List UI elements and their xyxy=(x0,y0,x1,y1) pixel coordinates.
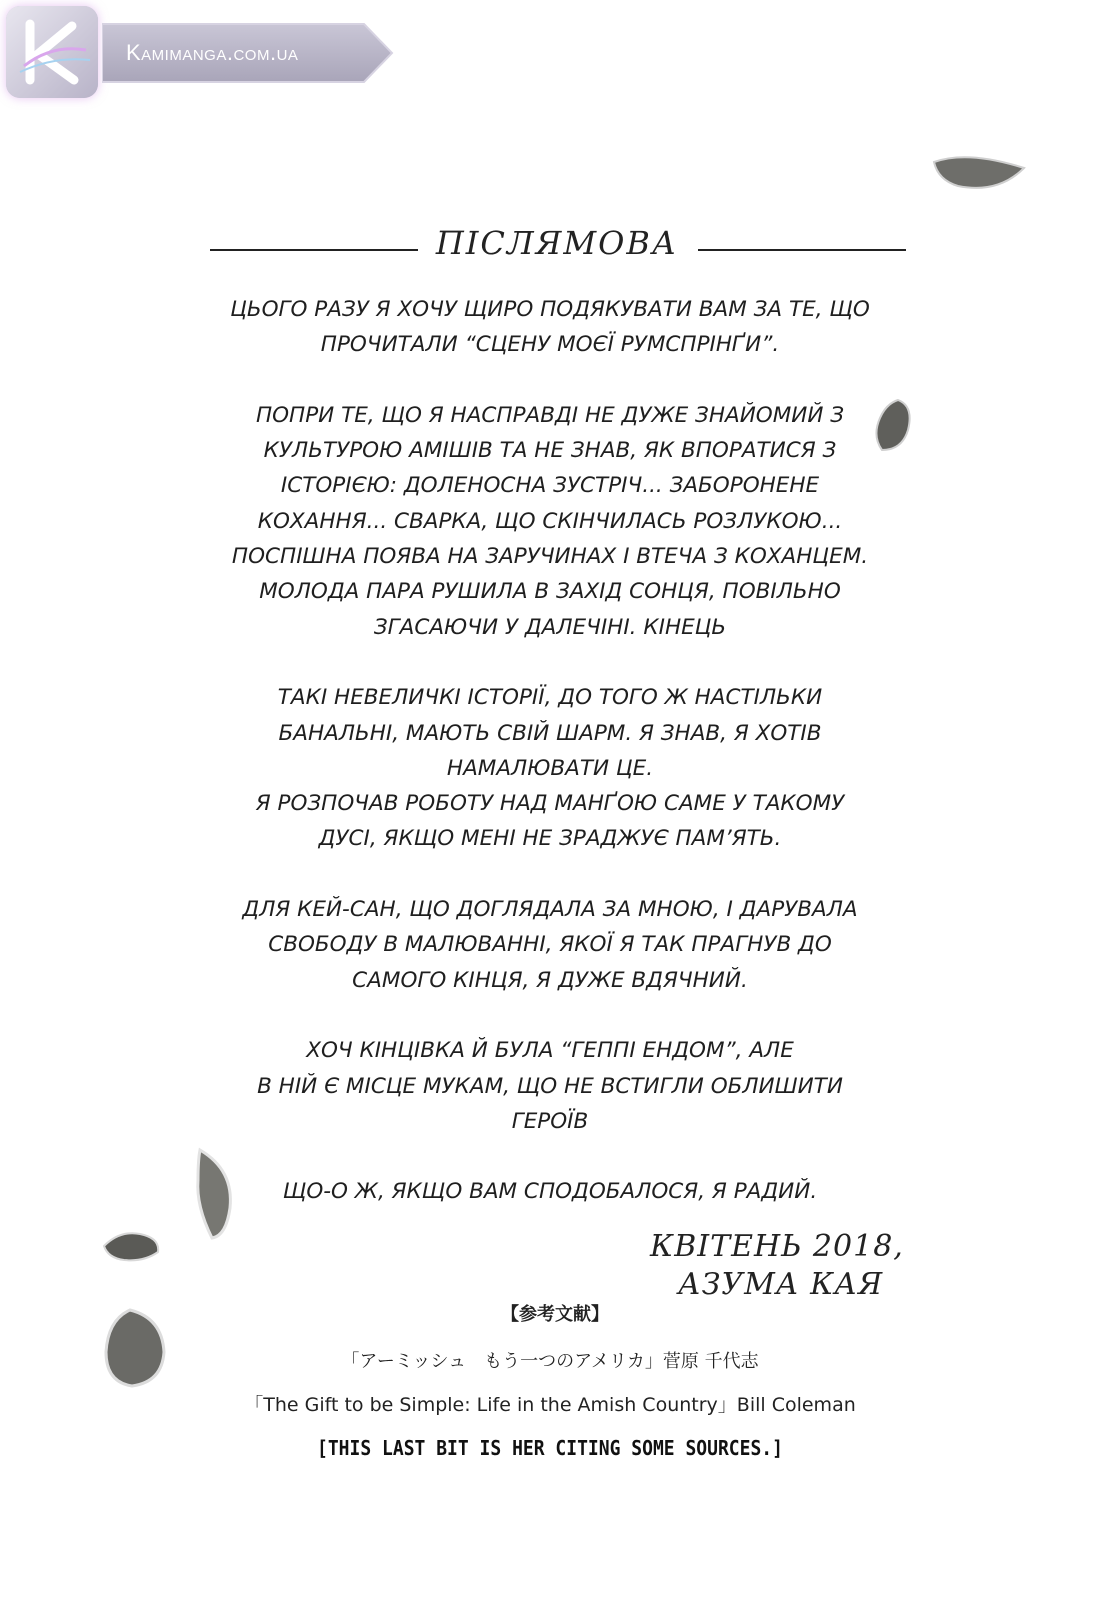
site-url[interactable]: Kamimanga.com.ua xyxy=(126,40,299,65)
text-line: ЦЬОГО РАЗУ Я ХОЧУ ЩИРО ПОДЯКУВАТИ ВАМ ЗА ТЕ, ЩО xyxy=(230,297,870,322)
text-line: ІСТОРІЄЮ: ДОЛЕНОСНА ЗУСТРІЧ... ЗАБОРОНЕНЕ xyxy=(280,473,820,499)
paragraph-gratitude xyxy=(195,892,905,998)
text-line: ТАКІ НЕВЕЛИЧКІ ІСТОРІЇ, ДО ТОГО Ж НАСТІЛЬКИ xyxy=(277,685,823,711)
reference-item: 「アーミッシュ もう一つのアメリカ」菅原 千代志 xyxy=(341,1351,759,1372)
page-title: ПІСЛЯМОВА xyxy=(435,224,679,262)
watermark-badge xyxy=(6,6,396,98)
text-line: МОЛОДА ПАРА РУШИЛА В ЗАХІД СОНЦЯ, ПОВІЛЬНО xyxy=(259,579,841,605)
reference-item: 「The Gift to be Simple: Life in the Amish Country」Bill Coleman xyxy=(244,1394,856,1416)
signature xyxy=(650,1228,950,1304)
afterword-body xyxy=(195,292,905,1245)
signature-date: КВІТЕНЬ 2018, xyxy=(650,1229,904,1264)
text-line: ЗГАСАЮЧИ У ДАЛЕЧІНІ. КІНЕЦЬ xyxy=(373,614,727,640)
site-logo xyxy=(6,6,98,98)
text-line: В НІЙ Є МІСЦЕ МУКАМ, ЩО НЕ ВСТИГЛИ ОБЛИШИТИ xyxy=(257,1073,843,1099)
text-line: КОХАННЯ... СВАРКА, ЩО СКІНЧИЛАСЬ РОЗЛУКОЮ... xyxy=(257,508,843,534)
text-line: ГЕРОЇВ xyxy=(511,1108,589,1134)
translator-note: [THIS LAST BIT IS HER CITING SOME SOURCES.] xyxy=(316,1436,783,1460)
paragraph-ending xyxy=(195,1033,905,1139)
paragraph-story xyxy=(195,398,905,645)
heading-row xyxy=(205,224,905,274)
heading-rule-left xyxy=(210,249,418,251)
paragraph-closing xyxy=(195,1174,905,1209)
text-line: ПОСПІШНА ПОЯВА НА ЗАРУЧИНАХ І ВТЕЧА З КОХАНЦЕМ. xyxy=(231,544,869,570)
text-line: СВОБОДУ В МАЛЮВАННІ, ЯКОЇ Я ТАК ПРАГНУВ ДО xyxy=(268,932,832,958)
text-line: ПОПРИ ТЕ, ЩО Я НАСПРАВДІ НЕ ДУЖЕ ЗНАЙОМИЙ З xyxy=(255,402,845,428)
text-line: САМОГО КІНЦЯ, Я ДУЖЕ ВДЯЧНИЙ. xyxy=(352,967,748,993)
text-line: ПРОЧИТАЛИ “СЦЕНУ МОЄЇ РУМСПРІНҐИ”. xyxy=(320,332,780,358)
text-line: ДУСІ, ЯКЩО МЕНІ НЕ ЗРАДЖУЄ ПАМ’ЯТЬ. xyxy=(318,826,782,852)
paragraph-thanks xyxy=(195,292,905,363)
references-heading: 【参考文献】 xyxy=(501,1304,609,1325)
petal-icon xyxy=(928,150,1028,198)
heading-rule-right xyxy=(698,249,906,251)
paragraph-charm xyxy=(195,680,905,856)
text-line: ЩО-О Ж, ЯКЩО ВАМ СПОДОБАЛОСЯ, Я РАДИЙ. xyxy=(282,1179,818,1205)
text-line: ДЛЯ КЕЙ-САН, ЩО ДОГЛЯДАЛА ЗА МНОЮ, І ДАРУВАЛА xyxy=(242,897,858,923)
signature-author: АЗУМА КАЯ xyxy=(678,1267,884,1302)
text-line: КУЛЬТУРОЮ АМІШІВ ТА НЕ ЗНАВ, ЯК ВПОРАТИСЯ З xyxy=(263,438,837,464)
logo-k-icon xyxy=(6,6,98,98)
petal-icon xyxy=(100,1226,164,1266)
petal-icon xyxy=(100,1306,170,1390)
text-line: Я РОЗПОЧАВ РОБОТУ НАД МАНҐОЮ САМЕ У ТАКОМУ xyxy=(255,791,845,817)
text-line: ХОЧ КІНЦІВКА Й БУЛА “ГЕППІ ЕНДОМ”, АЛЕ xyxy=(306,1038,794,1064)
text-line: БАНАЛЬНІ, МАЮТЬ СВІЙ ШАРМ. Я ЗНАВ, Я ХОТІВ xyxy=(278,720,822,746)
text-line: НАМАЛЮВАТИ ЦЕ. xyxy=(446,755,654,781)
